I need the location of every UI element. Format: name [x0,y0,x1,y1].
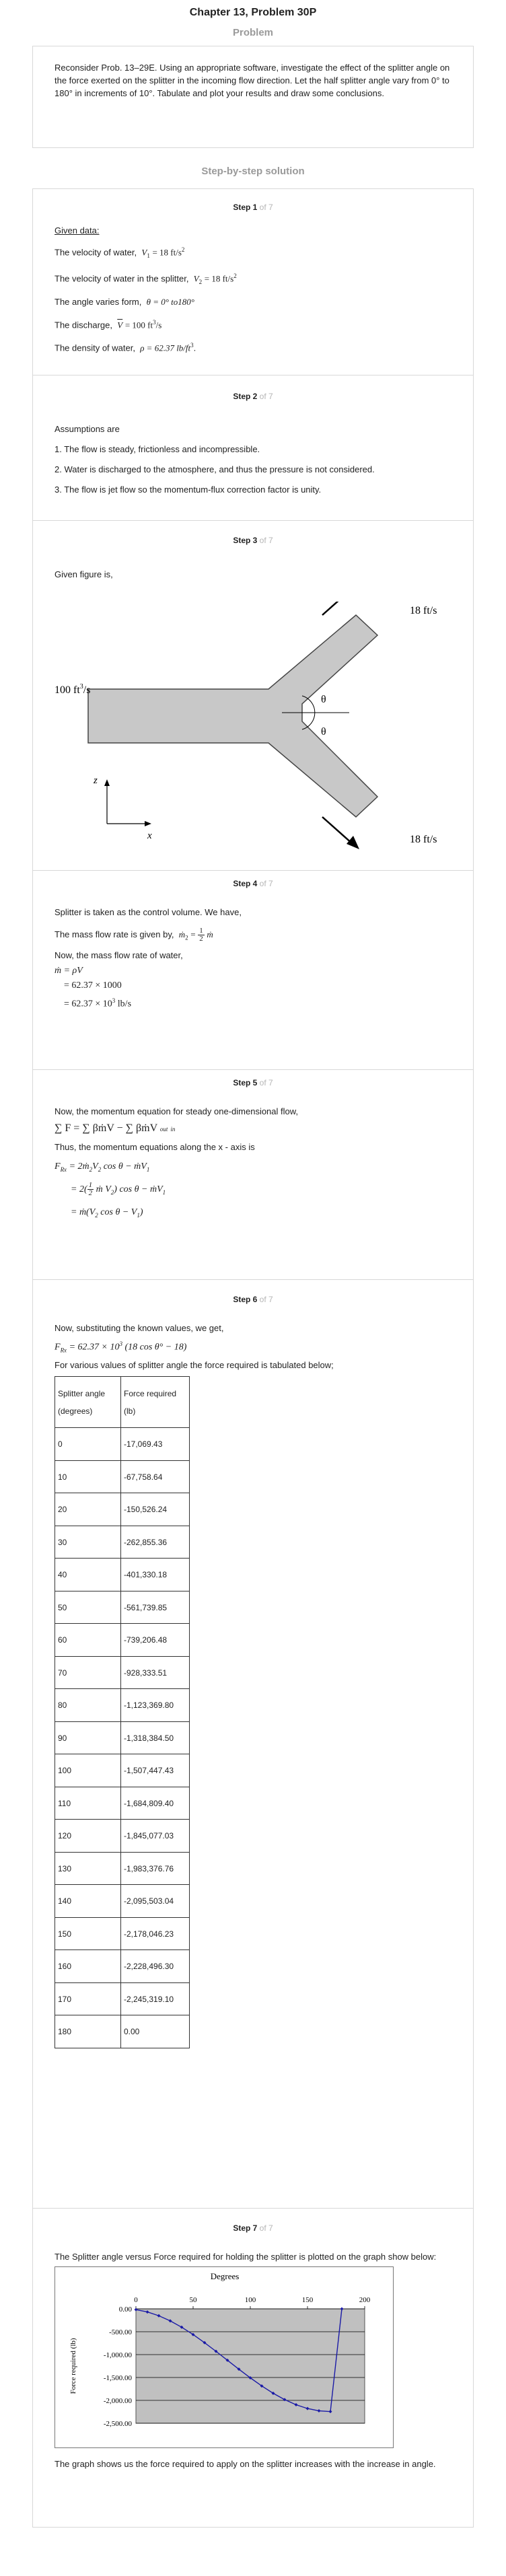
arrow-head-bottom [347,836,359,849]
angle-cell: 130 [55,1852,121,1885]
problem-card [32,46,474,148]
table-row [55,1656,190,1689]
theta-label-bottom: θ [321,726,326,738]
angle-cell: 180 [55,2015,121,2048]
table-row [55,1526,190,1559]
z-label: z [94,775,98,786]
force-cell: 0.00 [121,2015,190,2048]
y-tick-label: -1,000.00 [103,2351,132,2359]
table-row [55,1917,190,1950]
force-cell: -561,739.85 [121,1591,190,1624]
momentum-intro: Now, the momentum equation for steady one-dimensional flow, [55,1106,299,1116]
angle-cell: 40 [55,1559,121,1591]
force-cell: -1,845,077.03 [121,1820,190,1853]
force-cell: -262,855.36 [121,1526,190,1559]
force-cell: -1,507,447.43 [121,1754,190,1787]
y-axis-label: Force required (lb) [69,2338,77,2394]
table-row [55,1591,190,1624]
given-data-label: Given data: [55,225,100,236]
force-cell: -1,983,376.76 [121,1852,190,1885]
chart-title: Degrees [210,2271,240,2281]
x-tick-label: 200 [359,2296,371,2304]
assumption-2: 2. Water is discharged to the atmosphere, and thus the pressure is not considered. [55,464,375,474]
angle-cell: 150 [55,1917,121,1950]
angle-cell: 10 [55,1460,121,1493]
step-4 [32,871,474,1070]
x-axis-momentum-text: Thus, the momentum equations along the x - axis is [55,1142,255,1152]
graph-intro: The Splitter angle versus Force required for holding the splitter is plotted on the graph show below: [55,2252,437,2262]
step-1-header: Step 1 of 7 [233,203,273,212]
half-fraction: $\frac{1}{2}$ [199,927,203,943]
force-cell: -739,206.48 [121,1624,190,1657]
force-cell: -2,245,319.10 [121,1982,190,2015]
force-cell: -401,330.18 [121,1559,190,1591]
outflow-label-top: 18 ft/s [410,605,437,616]
table-row [55,1559,190,1591]
problem-heading: Problem [232,27,273,38]
y-tick-label: -2,500.00 [103,2420,132,2428]
mass-flow-calc: ṁ = ρV = 62.37 × 1000 = $62.37 \times 10^3$ lb/s [55,965,132,1009]
table-row [55,1950,190,1983]
step-2 [32,375,474,521]
table-row [55,1754,190,1787]
given-discharge: The discharge, $\overline{V} = 100$ $ft^3/s$ [55,318,162,330]
inflow-label: 100 $ft^3/s$ [55,683,91,696]
step-5-header: Step 5 of 7 [233,1078,273,1087]
z-axis-arrow [104,779,110,786]
table-row [55,1624,190,1657]
splitter-body [88,615,377,817]
force-equation: $F_{Rx} = 62.37 \times 10^3$ (18 cos θ° − 18) [55,1340,187,1354]
x-axis-arrow [145,821,151,826]
angle-cell: 0 [55,1428,121,1461]
table-row [55,1982,190,2015]
angle-cell: 120 [55,1820,121,1853]
step-3 [32,521,474,871]
given-angle: The angle varies form, θ = 0° to180° [55,296,194,307]
force-cell: -1,318,384.50 [121,1721,190,1754]
angle-cell: 100 [55,1754,121,1787]
assumptions-intro: Assumptions are [55,424,120,434]
table-row [55,1689,190,1722]
control-volume-text: Splitter is taken as the control volume. We have, [55,907,242,917]
angle-cell: 140 [55,1885,121,1918]
force-cell: -150,526.24 [121,1493,190,1526]
outflow-arrow-top [322,602,353,615]
force-cell: -1,684,809.40 [121,1787,190,1820]
force-chart [55,2266,394,2448]
force-cell: -1,123,369.80 [121,1689,190,1722]
step-6-header: Step 6 of 7 [233,1295,273,1304]
force-derivation: $F_{Rx}$ = $2ṁ_2V_2$ cos θ − ṁV$_1$ = 2( $\frac{1}{2}$ ṁ $V_2$) cos θ − ṁV$_1$ = $ṁ(V_2$ $\cos \theta - V_1$) [55,1161,166,1219]
given-velocity-2: The velocity of water in the splitter, $V_2 = 18$ $ft/s^2$ [55,272,237,285]
step-3-header: Step 3 of 7 [233,536,273,545]
table-row [55,1721,190,1754]
y-tick-label: -2,000.00 [103,2397,132,2405]
angle-cell: 30 [55,1526,121,1559]
x-tick-label: 50 [189,2296,197,2304]
given-velocity-1: The velocity of water, $V_1 = 18$ $ft/s^2$ [55,246,185,259]
x-tick-label: 150 [301,2296,314,2304]
x-tick-label: 0 [134,2296,138,2304]
table-row [55,1885,190,1918]
force-cell: -17,069.43 [121,1428,190,1461]
angle-cell: 60 [55,1624,121,1657]
given-density: The density of water, ρ = 62.37 $lb/ft^3$. [55,342,196,353]
step-7 [32,2209,474,2528]
table-intro: For various values of splitter angle the force required is tabulated below; [55,1360,334,1371]
y-tick-label: -500.00 [109,2328,132,2336]
step-4-header: Step 4 of 7 [233,879,273,888]
angle-cell: 170 [55,1982,121,2015]
mass-flow-intro: Now, the mass flow rate of water, [55,950,183,960]
angle-cell: 110 [55,1787,121,1820]
step-7-header: Step 7 of 7 [233,2223,273,2233]
theta-label-top: θ [321,694,326,705]
problem-text: Reconsider Prob. 13–29E. Using an appropriate software, investigate the effect of the splitter angle on the force exerted on the splitter in the incoming flow direction. Let the half splitter angle vary from 0° to 180° in increments of 10°. Tabulate and plot your results and draw some conclusions. [55,63,450,98]
angle-cell: 20 [55,1493,121,1526]
step-1 [32,188,474,375]
angle-cell: 90 [55,1721,121,1754]
x-label: x [147,830,152,841]
momentum-equation: ∑ F = ∑ βṁV − ∑ βṁV out in [55,1122,176,1134]
step-2-header: Step 2 of 7 [233,392,273,401]
plot-area [136,2309,365,2423]
table-row [55,2015,190,2048]
angle-cell: 70 [55,1656,121,1689]
angle-cell: 50 [55,1591,121,1624]
step-6 [32,1280,474,2209]
y-tick-label: -1,500.00 [103,2374,132,2382]
table-header-row [55,1377,190,1428]
force-cell: -2,178,046.23 [121,1917,190,1950]
col-header-angle: Splitter angle (degrees) [55,1377,121,1428]
table-row [55,1460,190,1493]
force-cell: -67,758.64 [121,1460,190,1493]
solution-heading: Step-by-step solution [201,166,305,177]
substitution-text: Now, substituting the known values, we get, [55,1323,224,1333]
col-header-force: Force required (lb) [121,1377,190,1428]
table-row [55,1820,190,1853]
angle-cell: 80 [55,1689,121,1722]
table-row [55,1787,190,1820]
table-row [55,1852,190,1885]
figure-intro: Given figure is, [55,569,113,579]
table-row [55,1493,190,1526]
angle-cell: 160 [55,1950,121,1983]
step-5 [32,1070,474,1280]
table-row [55,1428,190,1461]
page-title: Chapter 13, Problem 30P [189,7,317,18]
graph-conclusion: The graph shows us the force required to apply on the splitter increases with the increase in angle. [55,2459,436,2469]
y-tick-label: 0.00 [118,2305,132,2314]
assumption-3: 3. The flow is jet flow so the momentum-flux correction factor is unity. [55,485,322,495]
assumption-1: 1. The flow is steady, frictionless and incompressible. [55,444,260,454]
outflow-label-bottom: 18 ft/s [410,834,437,845]
splitter-figure [53,602,484,864]
force-cell: -2,095,503.04 [121,1885,190,1918]
force-table [55,1376,190,2048]
mass-flow-rate-text: The mass flow rate is given by, ṁ$_2$ = $\frac{1}{2}$ ṁ [55,927,213,943]
x-tick-label: 100 [244,2296,256,2304]
force-cell: -928,333.51 [121,1656,190,1689]
outflow-arrow-bottom [322,817,353,844]
force-cell: -2,228,496.30 [121,1950,190,1983]
